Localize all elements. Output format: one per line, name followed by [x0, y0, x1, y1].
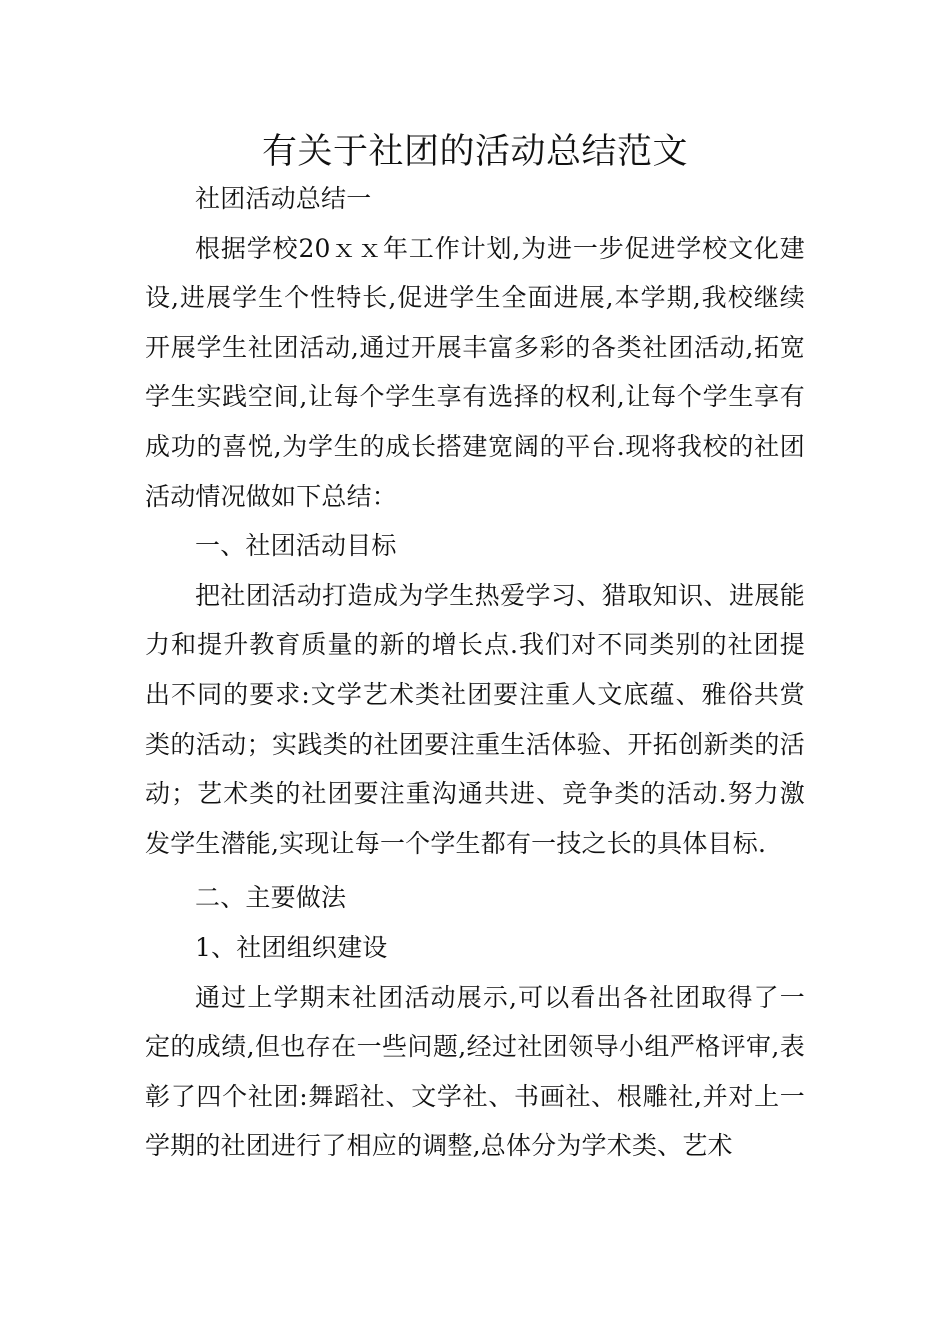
document-body [145, 174, 805, 1171]
section-heading: 二、主要做法 [195, 883, 347, 913]
subsection-heading: 1、社团组织建设 [195, 932, 388, 962]
section-heading: 一、社团活动目标 [195, 531, 397, 561]
paragraph: 通过上学期末社团活动展示,可以看出各社团取得了一定的成绩,但也存在一些问题,经过社团领导小组严格评审,表彰了四个社团:舞蹈社、文学社、书画社、根雕社,并对上一学期的社团进行了相应的调整,总体分为学术类、艺术 [145, 982, 805, 1161]
document-title: 有关于社团的活动总结范文 [261, 132, 688, 172]
section-heading: 社团活动总结一 [195, 184, 372, 213]
paragraph: 根据学校20ｘｘ年工作计划,为进一步促进学校文化建设,进展学生个性特长,促进学生全面进展,本学期,我校继续开展学生社团活动,通过开展丰富多彩的各类社团活动,拓宽学生实践空间,让每个学生享有选择的权利,让每个学生享有成功的喜悦,为学生的成长搭建宽阔的平台.现将我校的社团活动情况做如下总结： [145, 233, 805, 511]
paragraph: 把社团活动打造成为学生热爱学习、猎取知识、进展能力和提升教育质量的新的增长点.我们对不同类别的社团提出不同的要求:文学艺术类社团要注重人文底蕴、雅俗共赏类的活动；实践类的社团要注重生活体验、开拓创新类的活动；艺术类的社团要注重沟通共进、竞争类的活动.努力激发学生潜能,实现让每一个学生都有一技之长的具体目标. [145, 580, 805, 858]
